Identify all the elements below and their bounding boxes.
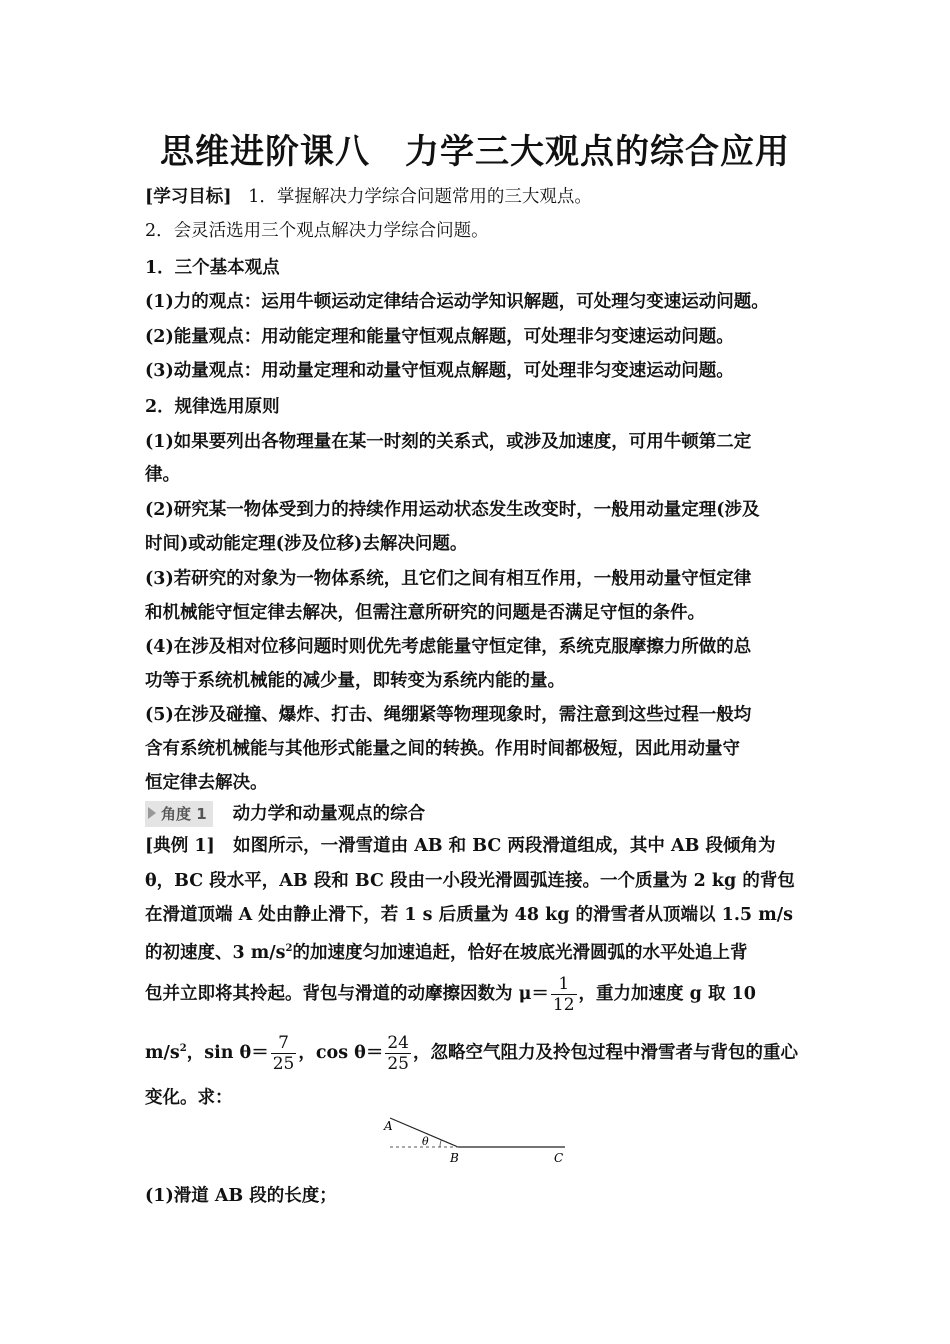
section2-p5-line3: 恒定律去解决。 bbox=[145, 773, 268, 793]
sin-numerator: 7 bbox=[271, 1033, 297, 1054]
example-line-5 bbox=[145, 974, 825, 1015]
example-text-6b: ，sin θ＝ bbox=[186, 1042, 269, 1063]
label-a: A bbox=[384, 1119, 393, 1133]
example-text-1: 如图所示，一滑雪道由 AB 和 BC 两段滑道组成，其中 AB 段倾角为 bbox=[233, 836, 776, 856]
exponent: 2 bbox=[285, 943, 293, 954]
page-title: 思维进阶课八 力学三大观点的综合应用 bbox=[160, 132, 790, 172]
cos-denominator: 25 bbox=[387, 1053, 409, 1074]
example-line-2: θ，BC 段水平，AB 段和 BC 段由一小段光滑圆弧连接。一个质量为 2 kg 的背包 bbox=[145, 871, 795, 891]
exponent: 2 bbox=[179, 1043, 187, 1054]
section2-p2-line1: (2)研究某一物体受到力的持续作用运动状态发生改变时，一般用动量定理(涉及 bbox=[145, 500, 760, 520]
example-text-6c: ，cos θ＝ bbox=[298, 1042, 384, 1063]
section2-p3-line1: (3)若研究的对象为一物体系统，且它们之间有相互作用，一般用动量守恒定律 bbox=[145, 569, 752, 589]
example-line-7: 变化。求： bbox=[145, 1088, 233, 1108]
mu-denominator: 12 bbox=[552, 995, 575, 1015]
cos-fraction bbox=[385, 1033, 411, 1074]
learning-objectives-line1 bbox=[145, 184, 825, 210]
example-line-4 bbox=[145, 936, 825, 966]
mu-numerator: 1 bbox=[551, 974, 577, 995]
section2-p4-line2: 功等于系统机械能的减少量，即转变为系统内能的量。 bbox=[145, 671, 565, 691]
label-b: B bbox=[450, 1151, 459, 1165]
example-text-6a: m/s bbox=[145, 1042, 180, 1063]
angle-tag: 角度 1 bbox=[145, 801, 213, 827]
section1-paragraph-2: (2)能量观点：用动能定理和能量守恒观点解题，可处理非匀变速运动问题。 bbox=[145, 327, 734, 347]
objectives-tag: [学习目标] bbox=[145, 187, 232, 207]
example-line-1 bbox=[145, 833, 825, 859]
angle-title: 动力学和动量观点的综合 bbox=[232, 804, 426, 824]
section1-heading: 1．三个基本观点 bbox=[145, 258, 280, 278]
angle-heading bbox=[145, 801, 825, 827]
mu-fraction bbox=[551, 974, 577, 1015]
section2-p4-line1: (4)在涉及相对位移问题时则优先考虑能量守恒定律，系统克服摩擦力所做的总 bbox=[145, 637, 752, 657]
sin-denominator: 25 bbox=[272, 1053, 295, 1074]
example-text-5a: 包并立即将其拎起。背包与滑道的动摩擦因数为 μ＝ bbox=[145, 984, 549, 1004]
slope-diagram bbox=[380, 1112, 580, 1167]
section1-paragraph-3: (3)动量观点：用动量定理和动量守恒观点解题，可处理非匀变速运动问题。 bbox=[145, 361, 734, 381]
label-theta: θ bbox=[422, 1135, 429, 1148]
section2-p3-line2: 和机械能守恒定律去解决，但需注意所研究的问题是否满足守恒的条件。 bbox=[145, 603, 705, 623]
section2-p5-line1: (5)在涉及碰撞、爆炸、打击、绳绷紧等物理现象时，需注意到这些过程一般均 bbox=[145, 705, 752, 725]
cos-numerator: 24 bbox=[387, 1032, 409, 1053]
example-tag: [典例 1] bbox=[145, 836, 215, 856]
objective-item-2: 2．会灵活选用三个观点解决力学综合问题。 bbox=[145, 221, 489, 241]
section2-p1-line2: 律。 bbox=[145, 465, 180, 485]
section1-paragraph-1: (1)力的观点：运用牛顿运动定律结合运动学知识解题，可处理匀变速运动问题。 bbox=[145, 292, 769, 312]
label-c: C bbox=[554, 1151, 564, 1165]
objective-item-1: 1．掌握解决力学综合问题常用的三大观点。 bbox=[248, 187, 592, 207]
section2-p2-line2: 时间)或动能定理(涉及位移)去解决问题。 bbox=[145, 534, 468, 554]
question-1: (1)滑道 AB 段的长度； bbox=[145, 1186, 337, 1206]
section2-p1-line1: (1)如果要列出各物理量在某一时刻的关系式，或涉及加速度，可用牛顿第二定 bbox=[145, 432, 752, 452]
example-line-6 bbox=[145, 1029, 825, 1074]
angle-arc bbox=[440, 1140, 442, 1148]
example-text-6d: ，忽略空气阻力及拎包过程中滑雪者与背包的重心 bbox=[412, 1042, 798, 1063]
example-text-4a: 的初速度、3 m/s bbox=[145, 942, 286, 963]
sin-fraction bbox=[271, 1033, 297, 1074]
example-text-4b: 的加速度匀加速追赶，恰好在坡底光滑圆弧的水平处追上背 bbox=[292, 942, 748, 963]
section2-heading: 2．规律选用原则 bbox=[145, 397, 280, 417]
example-line-3: 在滑道顶端 A 处由静止滑下，若 1 s 后质量为 48 kg 的滑雪者从顶端以 1.5 m/s bbox=[145, 905, 793, 925]
section2-p5-line2: 含有系统机械能与其他形式能量之间的转换。作用时间都极短，因此用动量守 bbox=[145, 739, 740, 759]
example-text-5b: ，重力加速度 g 取 10 bbox=[578, 984, 756, 1004]
